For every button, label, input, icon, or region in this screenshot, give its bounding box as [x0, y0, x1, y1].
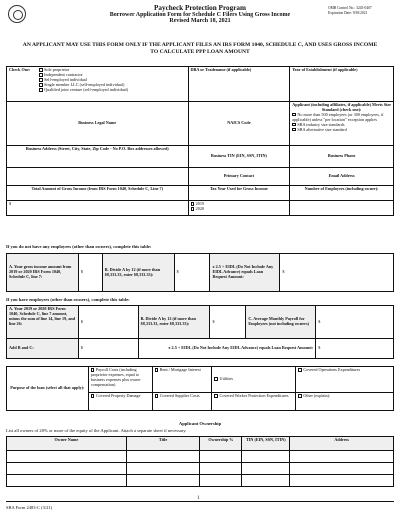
dba-field[interactable]: DBA or Tradename (if applicable) — [188, 67, 290, 102]
owner-tin-input[interactable] — [242, 475, 290, 487]
form-subtitle: Borrower Application Form for Schedule C Filers Using Gross Income — [109, 11, 291, 18]
address-continuation — [7, 168, 189, 186]
checkbox-icon[interactable] — [214, 394, 218, 398]
size-option[interactable]: SBA industry size standards — [292, 123, 391, 128]
business-address-field[interactable]: Business Address (Street, City, State, Zip Code - No P.O. Box addresses allowed) — [7, 146, 189, 168]
checkbox-icon[interactable] — [214, 377, 218, 381]
checkbox-icon[interactable] — [39, 88, 43, 92]
no-employees-heading: If you do not have any employees (other than owners), complete this table: — [6, 244, 152, 249]
form-revised-date: Revised March 18, 2021 — [169, 18, 231, 24]
purpose-option[interactable]: Rent / Mortgage Interest — [152, 367, 212, 393]
no-employees-table — [6, 253, 394, 292]
checkbox-icon[interactable] — [191, 202, 195, 206]
size-standard-label: Applicant (including affiliates, if applicable) Meets Size Standard (check one): — [292, 102, 392, 112]
checkbox-icon[interactable] — [292, 128, 296, 132]
checkbox-icon[interactable] — [91, 394, 95, 398]
form-title: Paycheck Protection Program — [154, 4, 246, 12]
checkbox-icon[interactable] — [298, 368, 302, 372]
title-header: Title — [126, 437, 200, 451]
purpose-option[interactable]: Covered Worker Protection Expenditures — [212, 393, 296, 411]
owner-title-input[interactable] — [126, 463, 200, 475]
with-employees-heading: If you have employees (other than owners), complete this table: — [6, 297, 130, 302]
table-row — [7, 463, 394, 475]
omb-control-number: OMB Control No.: 3245-0407 — [328, 6, 372, 10]
ownership-percent-input[interactable] — [200, 451, 242, 463]
tax-year-option[interactable]: 2019 — [191, 202, 288, 207]
gross-income-a-input[interactable]: $ — [78, 254, 102, 292]
add-b-c-label: Add B and C: — [7, 339, 79, 359]
checkbox-icon[interactable] — [39, 83, 43, 87]
ownership-table — [6, 436, 394, 487]
owner-tin-input[interactable] — [242, 463, 290, 475]
loan-request-label: x 2.5 + EIDL (Do Not Include Any EIDL Advance) equals Loan Request Amount: — [210, 254, 280, 292]
primary-contact-field[interactable]: Primary Contact — [188, 168, 290, 186]
tax-year-label-cell: Tax Year Used for Gross Income — [188, 186, 290, 201]
omb-info — [328, 6, 372, 15]
owner-address-input[interactable] — [290, 475, 394, 487]
owner-name-input[interactable] — [7, 451, 127, 463]
checkbox-icon[interactable] — [292, 123, 296, 127]
checkbox-icon[interactable] — [39, 68, 43, 72]
legal-name-field[interactable]: Business Legal Name — [7, 102, 189, 146]
size-option[interactable]: SBA alternative size standard — [292, 128, 391, 133]
page-number: 1 — [197, 496, 200, 501]
check-one-label: Check One: — [9, 67, 31, 72]
checkbox-icon[interactable] — [298, 394, 302, 398]
purpose-option[interactable]: Utilities — [212, 367, 296, 393]
tax-year-option[interactable]: 2020 — [191, 207, 288, 212]
email-field[interactable]: Email Address — [290, 168, 394, 186]
business-phone-field[interactable]: Business Phone — [290, 146, 394, 168]
ownership-percent-input[interactable] — [200, 475, 242, 487]
purpose-option[interactable]: Other (explain): — [296, 393, 394, 411]
checkbox-icon[interactable] — [155, 368, 159, 372]
owner-title-input[interactable] — [126, 475, 200, 487]
ownership-instructions: List all owners of 20% or more of the equity of the Applicant. Attach a separate sheet if necessary. — [6, 428, 187, 433]
owner-name-input[interactable] — [7, 475, 127, 487]
year-established-field[interactable]: Year of Establishment (if applicable) — [290, 67, 394, 102]
naics-code-field[interactable]: NAICS Code — [188, 102, 290, 146]
loan-purpose-table — [6, 366, 394, 411]
divide-b-label: B. Divide A by 12 (if more than $8,333.33, enter $8,333.33): — [102, 254, 174, 292]
loan-request-input[interactable]: $ — [316, 339, 394, 359]
checkbox-icon[interactable] — [155, 394, 159, 398]
purpose-option[interactable]: Covered Supplier Costs — [152, 393, 212, 411]
business-type-option[interactable]: Single member LLC (self-employed individual) — [39, 83, 186, 88]
loan-request-label: x 2.5 + EIDL (Do Not Include Any EIDL Advance) equals Loan Request Amount: — [138, 339, 316, 359]
applicant-info-table — [6, 66, 394, 216]
checkbox-icon[interactable] — [39, 78, 43, 82]
employees-label-cell: Number of Employees (including owner): — [290, 186, 394, 201]
ownership-percent-header: Ownership % — [200, 437, 242, 451]
business-type-option[interactable]: Sole proprietor — [39, 68, 186, 73]
business-type-option[interactable]: Qualified joint venture (self-employed individual) — [39, 88, 186, 93]
footer-divider — [6, 501, 394, 502]
divide-b-label: B. Divide A by 12 (if more than $8,333.33, enter $8,333.33): — [138, 306, 210, 339]
adjusted-income-a-input[interactable]: $ — [78, 306, 138, 339]
average-payroll-input[interactable]: $ — [316, 306, 394, 339]
business-type-option[interactable]: Independent contractor — [39, 73, 186, 78]
owner-tin-header: TIN (EIN, SSN, ITIN) — [242, 437, 290, 451]
ownership-heading: Applicant Ownership — [178, 421, 222, 426]
employees-input[interactable] — [290, 201, 394, 216]
loan-purpose-label: Purpose of the loan (select all that apply): — [7, 367, 89, 411]
business-type-cell — [7, 67, 189, 102]
purpose-option[interactable]: Covered Operations Expenditures — [296, 367, 394, 393]
eligibility-notice: AN APPLICANT MAY USE THIS FORM ONLY IF THE APPLICANT FILES AN IRS FORM 1040, SCHEDULE C, AND USES GROSS INCOME TO CALCULATE PPP LOAN AMOUNT — [22, 42, 378, 55]
owner-address-input[interactable] — [290, 463, 394, 475]
owner-name-header: Owner Name — [7, 437, 127, 451]
table-row — [7, 451, 394, 463]
purpose-option[interactable]: Covered Property Damage — [88, 393, 152, 411]
ownership-percent-input[interactable] — [200, 463, 242, 475]
divide-b-input[interactable]: $ — [174, 254, 210, 292]
owner-title-input[interactable] — [126, 451, 200, 463]
size-option[interactable]: No more than 500 employees (or 300 employees, if applicable) unless "per location" exception applies — [292, 111, 384, 122]
gross-income-a-label: A. Your gross income amount from 2019 or 2020 IRS Form 1040, Schedule C, line 7: — [7, 254, 79, 292]
sba-seal-icon — [8, 5, 26, 23]
owner-name-input[interactable] — [7, 463, 127, 475]
add-b-c-input[interactable]: $ — [78, 339, 138, 359]
loan-request-input[interactable]: $ — [280, 254, 394, 292]
omb-expiration-date: Expiration Date: 9/30/2021 — [328, 10, 368, 15]
checkbox-icon[interactable] — [39, 73, 43, 77]
adjusted-income-a-label: A. Your 2019 or 2020 IRS Form 1040, Schedule C, line 7 amount, minus the sum of line 14, line 19, and line 26: — [7, 306, 79, 339]
tax-year-options — [188, 201, 290, 216]
owner-address-input[interactable] — [290, 451, 394, 463]
business-tin-field[interactable]: Business TIN (EIN, SSN, ITIN) — [188, 146, 290, 168]
purpose-option[interactable]: Payroll Costs (including proprietor expenses, equal to business expenses plus owner compensation) — [88, 367, 152, 393]
average-payroll-label: C. Average Monthly Payroll for Employees (not including owners) — [246, 306, 316, 339]
form-title-block — [90, 5, 310, 25]
divide-b-input[interactable]: $ — [210, 306, 246, 339]
with-employees-table — [6, 305, 394, 359]
owner-tin-input[interactable] — [242, 451, 290, 463]
size-standard-cell — [290, 102, 394, 146]
gross-income-label-cell: Total Amount of Gross Income (from IRS Form 1040, Schedule C, Line 7) — [7, 186, 189, 201]
business-type-option[interactable]: Self-employed individual — [39, 78, 186, 83]
gross-income-input[interactable]: $ — [7, 201, 189, 216]
checkbox-icon[interactable] — [191, 207, 195, 211]
table-row — [7, 475, 394, 487]
owner-address-header: Address — [290, 437, 394, 451]
form-identifier: SBA Form 2483-C (3/21) — [6, 505, 53, 510]
